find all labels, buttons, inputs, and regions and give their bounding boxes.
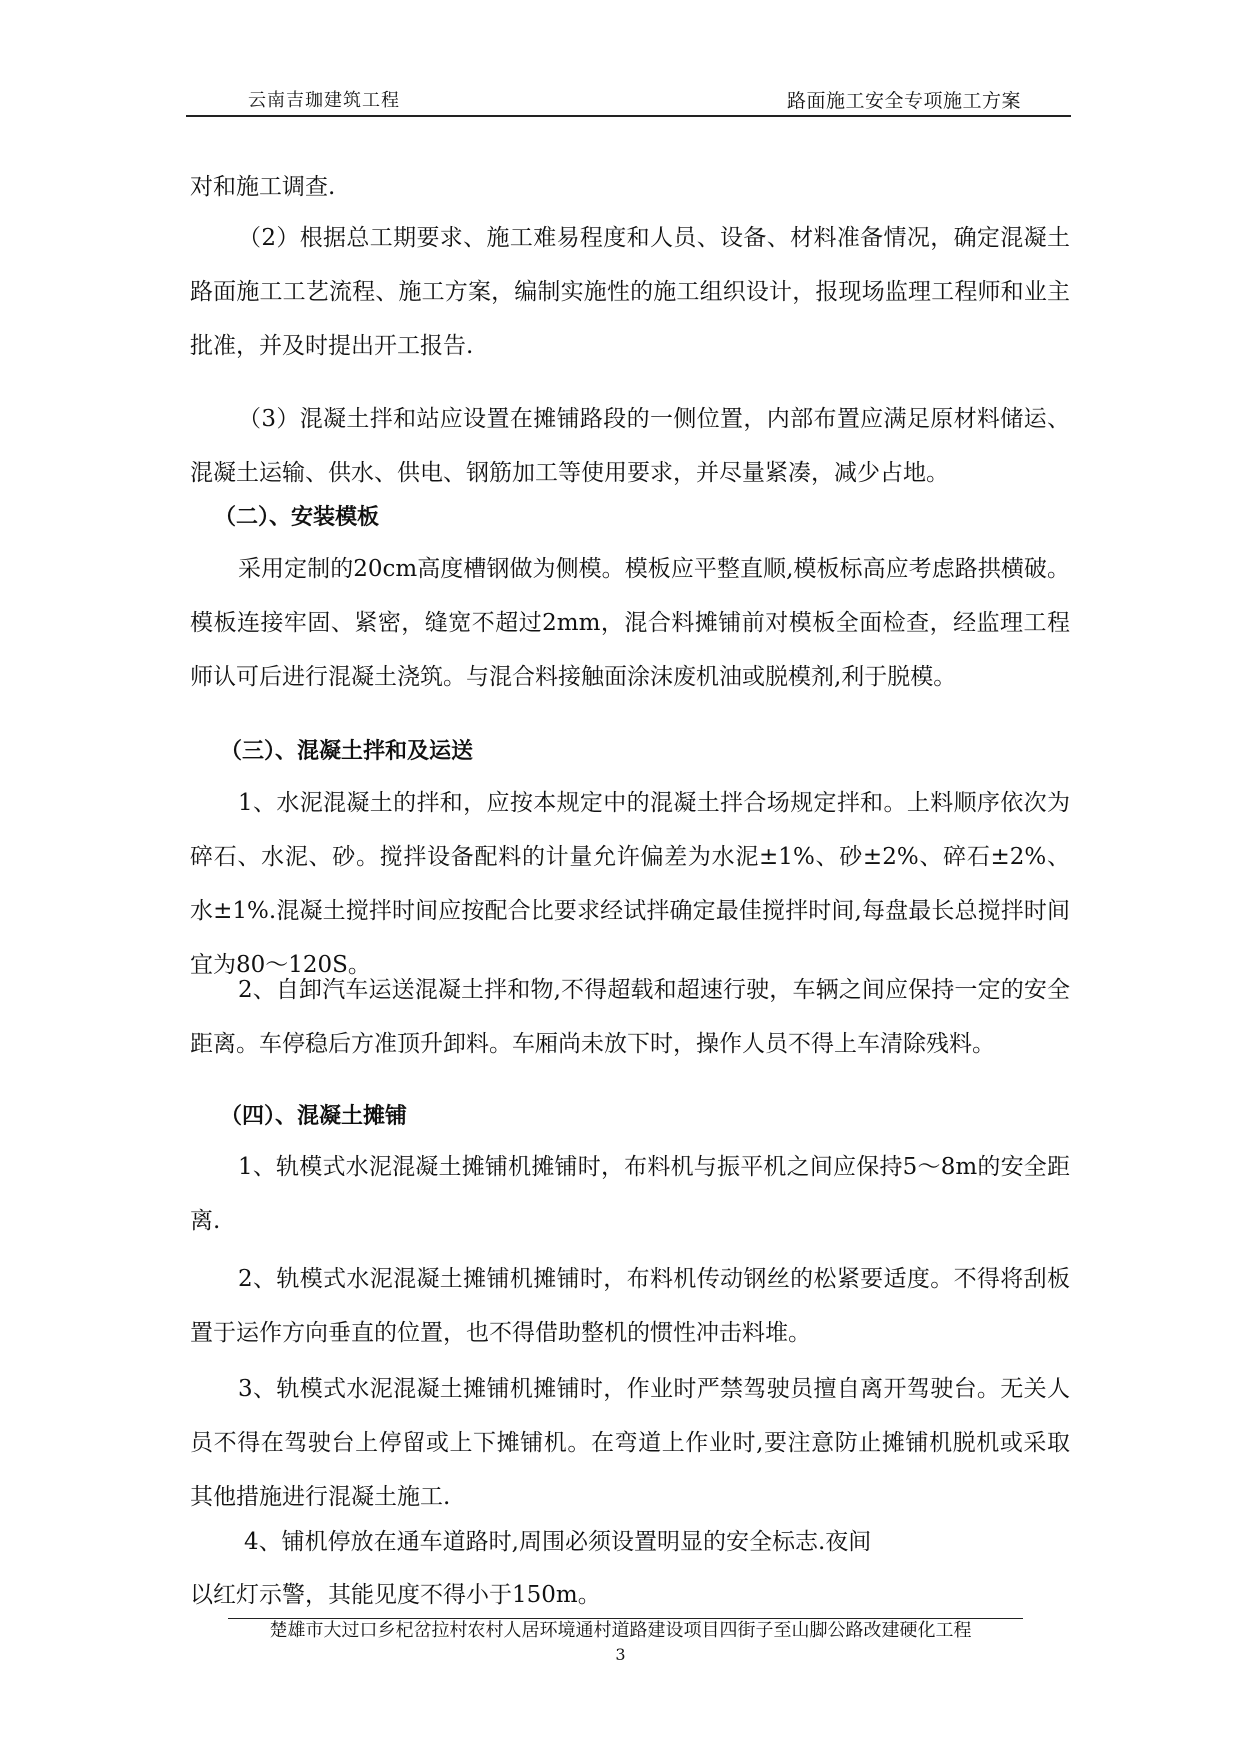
section-heading-paving: （四）、混凝土摊铺 <box>220 1104 408 1129</box>
header-divider <box>186 115 1071 117</box>
paragraph-item-2: （2）根据总工期要求、施工难易程度和人员、设备、材料准备情况，确定混凝土路面施工工艺流程、施工方案，编制实施性的施工组织设计，报现场监理工程师和业主批准，并及时提出开工报告. <box>190 225 1070 359</box>
paragraph-paving-3: 3、轨模式水泥混凝土摊铺机摊铺时，作业时严禁驾驶员擅自离开驾驶台。无关人员不得在驾驶台上停留或上下摊铺机。在弯道上作业时,要注意防止摊铺机脱机或采取其他措施进行混凝土施工. <box>190 1376 1070 1510</box>
footer-divider <box>228 1618 1023 1619</box>
paragraph-survey-end: 对和施工调查. <box>190 174 336 200</box>
section-heading-formwork: （二）、安装模板 <box>214 505 380 530</box>
paragraph-paving-2: 2、轨模式水泥混凝土摊铺机摊铺时，布料机传动钢丝的松紧要适度。不得将刮板置于运作方向垂直的位置，也不得借助整机的惯性冲击料堆。 <box>190 1266 1070 1346</box>
page-header <box>186 86 1071 116</box>
paragraph-mixing-1: 1、水泥混凝土的拌和，应按本规定中的混凝土拌合场规定拌和。上料顺序依次为碎石、水泥、砂。搅拌设备配料的计量允许偏差为水泥±1%、砂±2%、碎石±2%、水±1%.混凝土搅拌时间应按配合比要求经试拌确定最佳搅拌时间,每盘最长总搅拌时间宜为80～120S。 <box>190 790 1070 978</box>
paragraph-item-3: （3）混凝土拌和站应设置在摊铺路段的一侧位置，内部布置应满足原材料储运、混凝土运输、供水、供电、钢筋加工等使用要求，并尽量紧凑，减少占地。 <box>190 406 1070 486</box>
paragraph-paving-1: 1、轨模式水泥混凝土摊铺机摊铺时，布料机与振平机之间应保持5～8m的安全距离. <box>190 1154 1070 1234</box>
header-document-title: 路面施工安全专项施工方案 <box>786 90 1021 112</box>
paragraph-paving-4: 4、铺机停放在通车道路时,周围必须设置明显的安全标志.夜间 <box>244 1529 872 1555</box>
paragraph-transport-2: 2、自卸汽车运送混凝土拌和物,不得超载和超速行驶，车辆之间应保持一定的安全距离。车停稳后方准顶升卸料。车厢尚未放下时，操作人员不得上车清除残料。 <box>190 977 1070 1057</box>
header-company-name: 云南吉珈建筑工程 <box>248 90 400 111</box>
section-heading-mixing: （三）、混凝土拌和及运送 <box>220 739 474 764</box>
paragraph-paving-4-cont: 以红灯示警，其能见度不得小于150m。 <box>190 1582 601 1608</box>
paragraph-formwork: 采用定制的20cm高度槽钢做为侧模。模板应平整直顺,模板标高应考虑路拱横破。模板连接牢固、紧密，缝宽不超过2mm，混合料摊铺前对模板全面检查，经监理工程师认可后进行混凝土浇筑。与混合料接触面涂沫废机油或脱模剂,利于脱模。 <box>190 556 1070 690</box>
page-number: 3 <box>615 1645 626 1664</box>
footer-project-name: 楚雄市大过口乡杞岔拉村农村人居环境通村道路建设项目四街子至山脚公路改建硬化工程 <box>269 1620 972 1641</box>
